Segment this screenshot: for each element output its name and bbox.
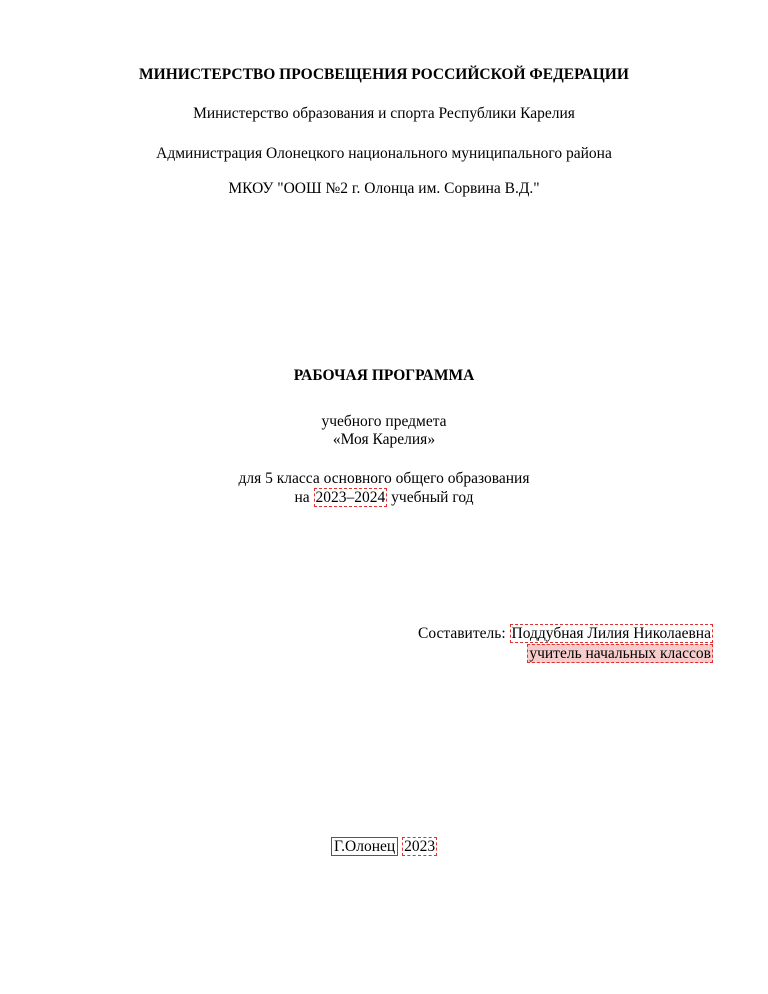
academic-year-line [0, 489, 768, 507]
academic-year-field[interactable]: 2023–2024 [315, 489, 386, 506]
ministry-regional-line: Министерство образования и спорта Республики Карелия [193, 105, 575, 122]
subject-line: учебного предмета [321, 413, 447, 430]
author-name-line [418, 625, 713, 643]
author-name-field[interactable]: Поддубная Лилия Николаевна [511, 625, 711, 642]
author-position-field[interactable]: учитель начальных классов [529, 645, 711, 662]
class-line: для 5 класса основного общего образования [238, 470, 530, 487]
footer-city-field[interactable]: Г.Олонец [331, 837, 398, 856]
year-suffix: учебный год [391, 489, 474, 506]
administration-line: Администрация Олонецкого национального муниципального района [156, 145, 612, 162]
program-title: РАБОЧАЯ ПРОГРАММА [293, 367, 475, 384]
ministry-federal-heading: МИНИСТЕРСТВО ПРОСВЕЩЕНИЯ РОССИЙСКОЙ ФЕДЕРАЦИИ [139, 66, 629, 83]
footer-year-field[interactable]: 2023 [404, 838, 436, 855]
author-position-line [527, 645, 713, 663]
footer-line [0, 838, 768, 856]
author-label: Составитель: [418, 625, 506, 642]
year-prefix: на [294, 489, 310, 506]
school-name-line: МКОУ "ООШ №2 г. Олонца им. Сорвина В.Д." [228, 180, 540, 197]
subject-name: «Моя Карелия» [332, 431, 436, 448]
